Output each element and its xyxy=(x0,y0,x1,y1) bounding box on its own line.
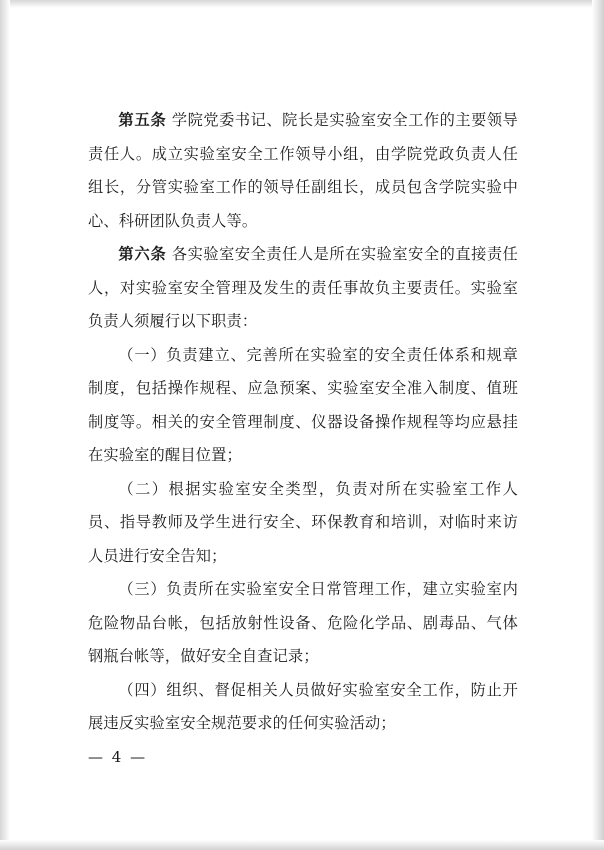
paragraph-text-6: 各实验室安全责任人是所在实验室安全的直接责任人，对实验室安全管理及发生的责任事故负主要责任。实验室负责人须履行以下职责： xyxy=(88,245,518,330)
paragraph-item-3 xyxy=(88,573,518,674)
page-edge-shading-top xyxy=(0,0,604,8)
paragraph-item-1 xyxy=(88,339,518,473)
paragraph-article-6 xyxy=(88,238,518,339)
article-label-6: 第六条 xyxy=(118,245,167,263)
paragraph-item-4 xyxy=(88,674,518,741)
paragraph-text-item-2: （二）根据实验室安全类型，负责对所在实验室工作人员、指导教师及学生进行安全、环保教育和培训，对临时来访人员进行安全告知； xyxy=(88,479,518,565)
page-edge-shading-left xyxy=(0,0,10,850)
page-number: — 4 — xyxy=(88,748,148,766)
paragraph-text-item-3: （三）负责所在实验室安全日常管理工作，建立实验室内危险物品台帐，包括放射性设备、危险化学品、剧毒品、气体钢瓶台帐等，做好安全自查记录； xyxy=(88,580,518,665)
paragraph-item-2 xyxy=(88,473,518,574)
page-edge-shading-right xyxy=(592,0,604,850)
document-body xyxy=(88,104,518,741)
paragraph-text-5: 学院党委书记、院长是实验室安全工作的主要领导责任人。成立实验室安全工作领导小组，由学院党政负责人任组长，分管实验室工作的领导任副组长，成员包含学院实验中心、科研团队负责人等。 xyxy=(88,111,518,230)
paragraph-text-item-1: （一）负责建立、完善所在实验室的安全责任体系和规章制度，包括操作规程、应急预案、实验室安全准入制度、值班制度等。相关的安全管理制度、仪器设备操作规程等均应悬挂在实验室的醒目位置； xyxy=(88,345,518,464)
page-edge-shading-bottom xyxy=(0,840,604,850)
paragraph-article-5 xyxy=(88,104,518,238)
paragraph-text-item-4: （四）组织、督促相关人员做好实验室安全工作，防止开展违反实验室安全规范要求的任何实验活动； xyxy=(88,680,518,732)
article-label-5: 第五条 xyxy=(118,111,167,129)
